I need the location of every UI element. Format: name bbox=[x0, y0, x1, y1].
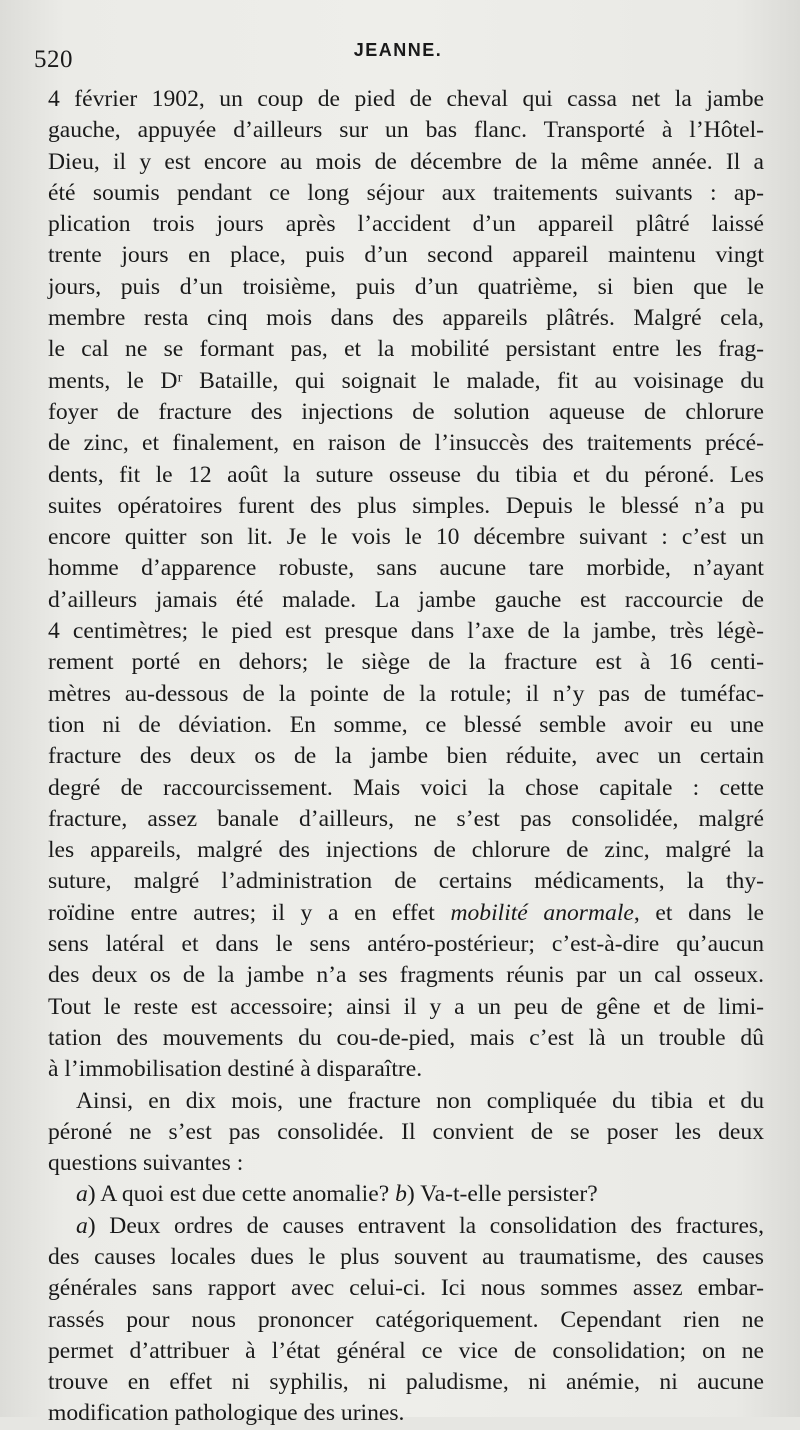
text-line: de zinc, et finalement, en raison de l’insuccès des traitements précé- bbox=[48, 430, 764, 457]
text-line: des deux os de la jambe n’a ses fragments réunis par un cal osseux. bbox=[48, 962, 764, 989]
text-line: mètres au-dessous de la pointe de la rotule; il n’y pas de tuméfac- bbox=[48, 680, 764, 707]
text-line: d’ailleurs jamais été malade. La jambe gauche est raccourcie de bbox=[48, 586, 764, 613]
page-number: 520 bbox=[34, 46, 73, 73]
text-line: membre resta cinq mois dans des appareils plâtrés. Malgré cela, bbox=[48, 305, 764, 332]
text-line: suture, malgré l’administration de certains médicaments, la thy- bbox=[48, 868, 764, 895]
text-line: Ainsi, en dix mois, une fracture non compliquée du tibia et du bbox=[76, 1087, 764, 1114]
text-line: tation des mouvements du cou-de-pied, mais c’est là un trouble dû bbox=[48, 1024, 764, 1051]
body-text bbox=[48, 84, 764, 1430]
text-line: été soumis pendant ce long séjour aux traitements suivants : ap- bbox=[48, 179, 764, 206]
text-line: Tout le reste est accessoire; ainsi il y a un peu de gêne et de limi- bbox=[48, 993, 764, 1020]
text-line: jours, puis d’un troisième, puis d’un quatrième, si bien que le bbox=[48, 273, 764, 300]
text-line: trouve en effet ni syphilis, ni paludisme, ni anémie, ni aucune bbox=[48, 1369, 764, 1396]
paragraph-summary bbox=[48, 1086, 764, 1180]
text-line: trente jours en place, puis d’un second appareil maintenu vingt bbox=[48, 242, 764, 269]
text-line: les appareils, malgré des injections de chlorure de zinc, malgré la bbox=[48, 837, 764, 864]
text-line: homme d’apparence robuste, sans aucune tare morbide, n’ayant bbox=[48, 555, 764, 582]
text-line-questions: a) A quoi est due cette anomalie? b) Va-t-elle persister? bbox=[76, 1181, 598, 1208]
text-line: générales sans rapport avec celui-ci. Ici nous sommes assez embar- bbox=[48, 1275, 764, 1302]
text-line: tion ni de déviation. En somme, ce blessé semble avoir eu une bbox=[48, 711, 764, 738]
text-line: permet d’attribuer à l’état général ce vice de consolidation; on ne bbox=[48, 1337, 764, 1364]
text-line: fracture des deux os de la jambe bien réduite, avec un certain bbox=[48, 743, 764, 770]
text-line-italic-phrase: roïdine entre autres; il y a en effet mobilité anormale, et dans le bbox=[48, 899, 764, 926]
text-line: foyer de fracture des injections de solution aqueuse de chlorure bbox=[48, 398, 764, 425]
text-line: péroné ne s’est pas consolidée. Il convient de se poser les deux bbox=[48, 1118, 764, 1145]
text-line: encore quitter son lit. Je le vois le 10 décembre suivant : c’est un bbox=[48, 524, 764, 551]
text-line: rement porté en dehors; le siège de la fracture est à 16 centi- bbox=[48, 649, 764, 676]
text-line: 4 février 1902, un coup de pied de cheval qui cassa net la jambe bbox=[48, 86, 764, 112]
text-line: questions suivantes : bbox=[48, 1150, 244, 1177]
text-line: 4 centimètres; le pied est presque dans l’axe de la jambe, très légè- bbox=[48, 618, 764, 645]
paragraph-case-description bbox=[48, 84, 764, 1086]
text-line: ments, le Dʳ Bataille, qui soignait le malade, fit au voisinage du bbox=[48, 367, 764, 394]
text-line: plication trois jours après l’accident d’un appareil plâtré laissé bbox=[48, 211, 764, 238]
running-head bbox=[34, 34, 762, 74]
text-line: sens latéral et dans le sens antéro-postérieur; c’est-à-dire qu’aucun bbox=[48, 931, 764, 958]
text-line-italic-marker: a) Deux ordres de causes entravent la consolidation des fractures, bbox=[76, 1212, 764, 1239]
paragraph-questions bbox=[48, 1179, 764, 1210]
paragraph-causes bbox=[48, 1211, 764, 1430]
text-line: à l’immobilisation destiné à disparaître. bbox=[48, 1056, 423, 1083]
text-line: gauche, appuyée d’ailleurs sur un bas flanc. Transporté à l’Hôtel- bbox=[48, 117, 764, 144]
running-title: JEANNE. bbox=[353, 40, 443, 60]
text-line: dents, fit le 12 août la suture osseuse du tibia et du péroné. Les bbox=[48, 461, 764, 488]
text-line: Dieu, il y est encore au mois de décembre de la même année. Il a bbox=[48, 148, 764, 175]
text-line: le cal ne se formant pas, et la mobilité persistant entre les frag- bbox=[48, 336, 764, 363]
text-line: rassés pour nous prononcer catégoriquement. Cependant rien ne bbox=[48, 1306, 764, 1333]
text-line: modification pathologique des urines. bbox=[48, 1400, 405, 1427]
text-line: des causes locales dues le plus souvent au traumatisme, des causes bbox=[48, 1243, 764, 1270]
text-line: fracture, assez banale d’ailleurs, ne s’est pas consolidée, malgré bbox=[48, 805, 764, 832]
text-line: suites opératoires furent des plus simples. Depuis le blessé n’a pu bbox=[48, 492, 764, 519]
text-line: degré de raccourcissement. Mais voici la chose capitale : cette bbox=[48, 774, 764, 801]
